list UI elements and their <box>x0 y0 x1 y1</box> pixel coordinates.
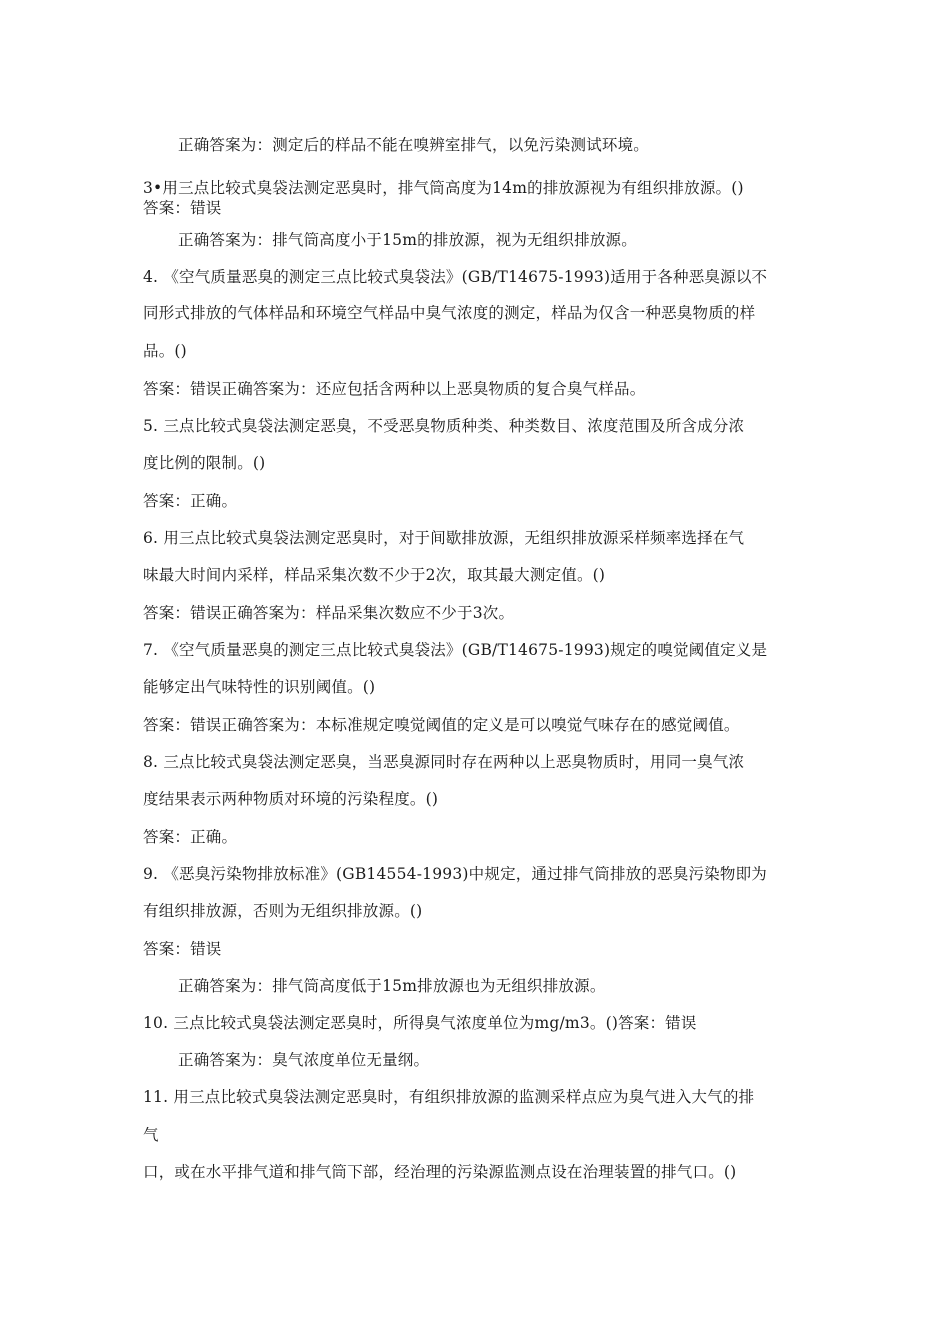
question-11: 11. 用三点比较式臭袋法测定恶臭时，有组织排放源的监测采样点应为臭气进入大气的排 <box>143 1088 755 1106</box>
text-line: 度结果表示两种物质对环境的污染程度。() <box>143 790 439 808</box>
answer-line: 答案：正确。 <box>143 828 238 846</box>
question-5: 5. 三点比较式臭袋法测定恶臭，不受恶臭物质种类、种类数目、浓度范围及所含成分浓 <box>143 417 745 435</box>
text-line: 气 <box>143 1126 159 1144</box>
answer-line: 答案：正确。 <box>143 492 238 510</box>
text-line: 口，或在水平排气道和排气筒下部，经治理的污染源监测点设在治理装置的排气口。() <box>143 1163 737 1181</box>
question-3: 3•用三点比较式臭袋法测定恶臭时，排气筒高度为14m的排放源视为有组织排放源。() <box>143 179 744 197</box>
text-line: 正确答案为：排气筒高度小于15m的排放源，视为无组织排放源。 <box>178 231 637 249</box>
text-line: 正确答案为：排气筒高度低于15m排放源也为无组织排放源。 <box>178 977 606 995</box>
text-line: 品。() <box>143 342 187 360</box>
text-line: 能够定出气味特性的识别阈值。() <box>143 678 376 696</box>
text-line: 味最大时间内采样，样品采集次数不少于2次，取其最大测定值。() <box>143 566 606 584</box>
question-4: 4. 《空气质量恶臭的测定三点比较式臭袋法》(GB/T14675-1993)适用于各种恶臭源以不 <box>143 268 768 286</box>
text-line: 同形式排放的气体样品和环境空气样品中臭气浓度的测定，样品为仅含一种恶臭物质的样 <box>143 304 756 322</box>
text-line: 有组织排放源，否则为无组织排放源。() <box>143 902 423 920</box>
text-line: 正确答案为：臭气浓度单位无量纲。 <box>178 1051 430 1069</box>
question-10: 10. 三点比较式臭袋法测定恶臭时，所得臭气浓度单位为mg/m3。()答案：错误 <box>143 1014 697 1032</box>
answer-line: 答案：错误正确答案为：本标准规定嗅觉阈值的定义是可以嗅觉气味存在的感觉阈值。 <box>143 716 740 734</box>
text-line: 正确答案为：测定后的样品不能在嗅辨室排气，以免污染测试环境。 <box>178 136 650 154</box>
question-9: 9. 《恶臭污染物排放标准》(GB14554-1993)中规定，通过排气筒排放的恶臭污染物即为 <box>143 865 767 883</box>
answer-line: 答案：错误 <box>143 199 222 217</box>
question-6: 6. 用三点比较式臭袋法测定恶臭时，对于间歇排放源，无组织排放源采样频率选择在气 <box>143 529 745 547</box>
answer-line: 答案：错误正确答案为：还应包括含两种以上恶臭物质的复合臭气样品。 <box>143 380 646 398</box>
text-line: 度比例的限制。() <box>143 454 266 472</box>
question-7: 7. 《空气质量恶臭的测定三点比较式臭袋法》(GB/T14675-1993)规定的嗅觉阈值定义是 <box>143 641 768 659</box>
question-8: 8. 三点比较式臭袋法测定恶臭，当恶臭源同时存在两种以上恶臭物质时，用同一臭气浓 <box>143 753 745 771</box>
answer-line: 答案：错误正确答案为：样品采集次数应不少于3次。 <box>143 604 515 622</box>
answer-line: 答案：错误 <box>143 940 222 958</box>
